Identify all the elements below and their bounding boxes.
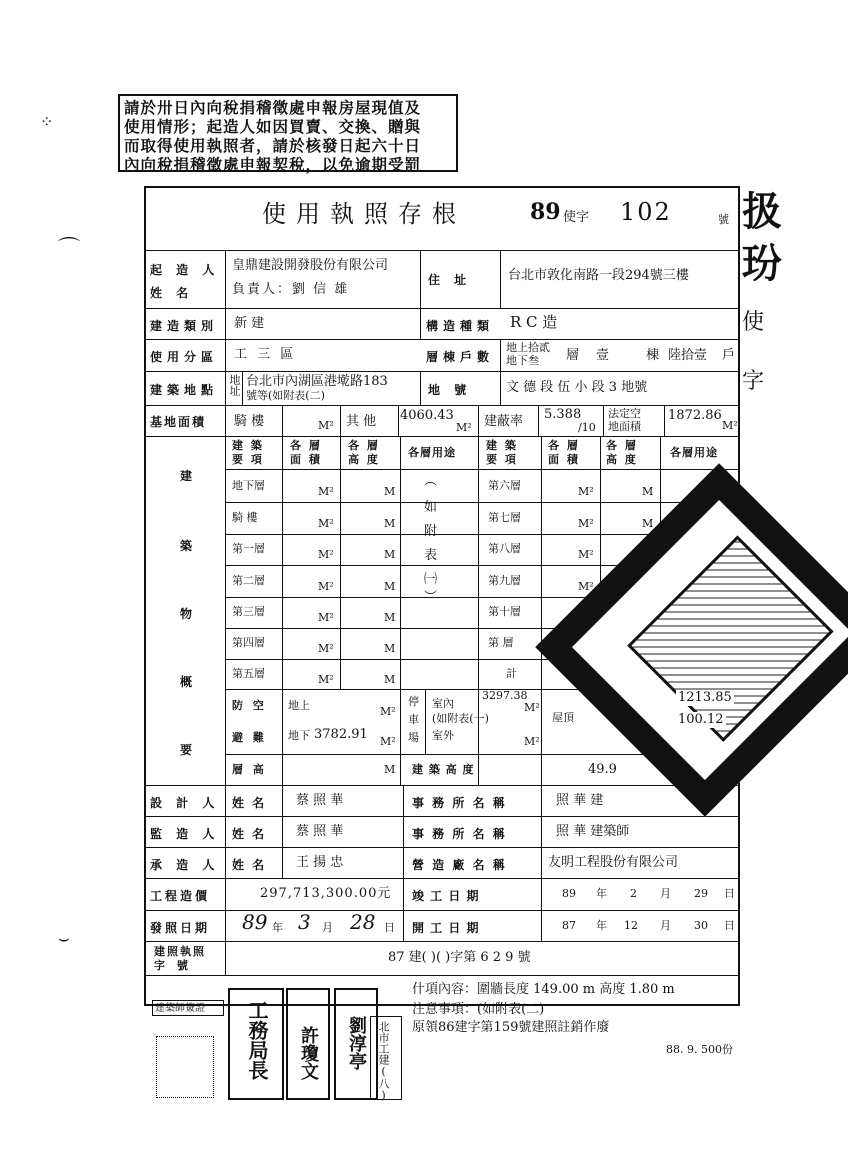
start-day: 30 xyxy=(694,919,708,932)
stamp-text-director: 工務局長 xyxy=(245,1000,269,1080)
lot-number-label: 地 號 xyxy=(428,383,472,397)
owner-company: 皇鼎建設開發股份有限公司 xyxy=(232,258,389,273)
completion-month: 2 xyxy=(630,887,637,900)
building-unit: 棟 xyxy=(646,348,660,363)
floor-height-label: 層 高 xyxy=(232,763,267,776)
contractor-office: 友明工程股份有限公司 xyxy=(548,855,679,870)
structure-type-value: R C 造 xyxy=(510,313,558,331)
legal-open-area-label-b: 地面積 xyxy=(608,420,641,433)
permit-year: 89 xyxy=(530,199,561,225)
scan-dot-mark: ⁘ xyxy=(40,112,54,131)
unit-m2: M² xyxy=(380,705,396,718)
contractor-label: 承 造 人 xyxy=(150,858,220,872)
head-height-b-left: 高 度 xyxy=(348,453,380,466)
parking-indoor-label: 室內 xyxy=(432,697,454,710)
unit-m2: M² xyxy=(318,485,334,498)
site-address-sublabel: 地址 xyxy=(228,374,241,396)
floors-below: 地下叁 xyxy=(506,354,539,367)
scan-bottom-mark: ⌣ xyxy=(58,928,70,949)
stamp-text-chief: 劉淳亭 xyxy=(346,1016,367,1070)
arcade-unit: M² xyxy=(318,419,334,432)
stamp-text-bureau: 北市工建(八) xyxy=(377,1021,390,1102)
head-use-right: 各層用途 xyxy=(670,446,718,459)
issue-day: 28 xyxy=(350,910,376,934)
cost-label: 工程造價 xyxy=(150,889,211,903)
start-date-label: 開 工 日 期 xyxy=(412,921,480,935)
unit-m: M xyxy=(384,642,396,655)
head-area-b-left: 面 積 xyxy=(290,453,322,466)
structure-type-label: 構造種類 xyxy=(426,319,495,333)
building-height-label: 建 築 高 度 xyxy=(412,763,475,776)
designer-name: 蔡 照 華 xyxy=(296,793,344,808)
parking-label-a: 停 xyxy=(408,695,419,708)
unit-m: M xyxy=(384,548,396,561)
legal-open-area-label-a: 法定空 xyxy=(608,407,641,420)
supervisor-label: 監 造 人 xyxy=(150,827,220,841)
building-side-label-4: 概 xyxy=(180,675,198,689)
head-area-b-right: 面 積 xyxy=(548,453,580,466)
day-char: 日 xyxy=(384,921,395,934)
permit-prefix: 使字 xyxy=(563,210,590,225)
permit-number: 102 xyxy=(620,198,672,226)
form-title: 使用執照存根 xyxy=(262,200,466,228)
head-height-a-left: 各 層 xyxy=(348,439,380,452)
roof-label: 屋頂 xyxy=(552,711,574,724)
notice-line-4: 內向稅捐稽徵處申報契稅，以免逾期受罰 xyxy=(124,155,422,174)
year-char: 年 xyxy=(272,921,283,934)
roof-value-1: 1213.85 xyxy=(678,690,732,705)
contractor-office-label: 營 造 廠 名 稱 xyxy=(412,858,507,872)
completion-day: 29 xyxy=(694,887,708,900)
shelter-label-b: 避 難 xyxy=(232,731,267,744)
floor-left-6: 第四層 xyxy=(232,636,265,649)
head-use-left: 各層用途 xyxy=(408,446,456,459)
head-item-b-right: 要 項 xyxy=(486,453,518,466)
date-chop xyxy=(370,1016,402,1100)
issue-date-label: 發照日期 xyxy=(150,921,211,935)
start-year: 87 xyxy=(562,919,576,932)
supervisor-name: 蔡 照 華 xyxy=(296,824,344,839)
legal-open-area-unit: M² xyxy=(722,419,738,432)
floor-right-5: 第十層 xyxy=(488,605,521,618)
other-area-unit: M² xyxy=(456,421,472,434)
unit-m: M xyxy=(384,763,396,776)
year-char: 年 xyxy=(596,919,607,932)
building-side-label-3: 物 xyxy=(180,607,198,621)
approval-chop-1 xyxy=(228,988,284,1100)
unit-m2: M² xyxy=(318,517,334,530)
owner-label-a: 起 造 人 xyxy=(150,263,220,277)
unit-m: M xyxy=(642,517,654,530)
unit-m2: M² xyxy=(524,735,540,748)
unit-m: M xyxy=(384,611,396,624)
permit-label-a: 建照執照 xyxy=(154,945,206,958)
unit-m2: M² xyxy=(578,580,594,593)
edge-stamp-fragment: 扱 玢 使 字 xyxy=(742,188,782,394)
owner-label-b: 姓 名 xyxy=(150,286,194,300)
building-side-label-2: 築 xyxy=(180,539,198,553)
other-area-label: 其 他 xyxy=(346,414,377,429)
unit-m2: M² xyxy=(578,485,594,498)
shelter-below-value: 3782.91 xyxy=(314,727,368,742)
parking-outdoor-label: 室外 xyxy=(432,729,454,742)
floor-left-4: 第二層 xyxy=(232,574,265,587)
legal-open-area-value: 1872.86 xyxy=(668,408,722,423)
parking-indoor-value: 3297.38 xyxy=(482,689,528,702)
unit-m: M xyxy=(642,485,654,498)
use-note-4: 表 xyxy=(424,548,438,563)
supervisor-office-label: 事 務 所 名 稱 xyxy=(412,827,507,841)
use-note-5: ㈠ xyxy=(424,572,438,587)
construction-type-value: 新 建 xyxy=(234,316,265,331)
parking-label-b: 車 xyxy=(408,713,419,726)
permit-suffix: 號 xyxy=(718,213,729,226)
unit-m: M xyxy=(384,517,396,530)
zoning-value: 工 三 區 xyxy=(234,347,297,362)
building-count: 壹 xyxy=(596,348,610,363)
floor-left-3: 第一層 xyxy=(232,542,265,555)
notes-line-2: 注意事項：(如附表(二) xyxy=(412,1002,545,1017)
unit-m2: M² xyxy=(318,580,334,593)
floors-above: 地上拾貳 xyxy=(506,341,550,354)
head-item-a-left: 建 築 xyxy=(232,439,264,452)
coverage-ratio-value: 5.388 xyxy=(544,407,582,422)
designer-office-label: 事 務 所 名 稱 xyxy=(412,796,507,810)
scan-bracket-mark: ⌒ xyxy=(58,237,81,262)
use-note-3: 附 xyxy=(424,524,438,539)
zoning-label: 使用分區 xyxy=(150,350,219,364)
floor-left-1: 地下層 xyxy=(232,479,265,492)
stamp-text-architect: 建築師簽證 xyxy=(155,1003,205,1014)
faded-seal-stamp xyxy=(156,1036,214,1098)
coverage-ratio-label: 建蔽率 xyxy=(484,414,524,429)
designer-name-label: 姓 名 xyxy=(232,796,267,810)
month-char: 月 xyxy=(322,921,333,934)
shelter-above-label: 地上 xyxy=(288,699,310,712)
floor-right-4: 第九層 xyxy=(488,574,521,587)
notes-line-3: 原領86建字第159號建照註銷作廢 xyxy=(412,1020,610,1035)
day-char: 日 xyxy=(724,887,735,900)
unit-m2: M² xyxy=(318,548,334,561)
notice-line-2: 使用情形；起造人如因買賣、交換、贈與 xyxy=(124,117,422,136)
floor-right-2: 第七層 xyxy=(488,511,521,524)
notes-line-1: 什項內容：圍牆長度 149.00 m 高度 1.80 m xyxy=(412,982,675,997)
site-address-line-1: 台北市內湖區港墘路183 xyxy=(246,374,388,389)
building-height-value: 49.9 xyxy=(588,762,617,777)
use-note-6: ︶ xyxy=(424,590,438,605)
print-code: 88. 9. 500份 xyxy=(666,1043,733,1056)
unit-unit: 戶 xyxy=(722,348,736,363)
parking-label-c: 場 xyxy=(408,731,419,744)
unit-m2: M² xyxy=(578,517,594,530)
supervisor-name-label: 姓 名 xyxy=(232,827,267,841)
building-side-label-1: 建 xyxy=(180,469,198,483)
head-height-b-right: 高 度 xyxy=(606,453,638,466)
tax-notice-box xyxy=(118,94,458,172)
site-location-label: 建築地點 xyxy=(150,383,219,397)
floor-left-7: 第五層 xyxy=(232,667,265,680)
issue-year: 89 xyxy=(242,910,268,934)
floor-unit: 層 xyxy=(566,348,580,363)
unit-m2: M² xyxy=(318,642,334,655)
architect-seal-stamp xyxy=(152,1000,224,1016)
other-area-value: 4060.43 xyxy=(400,408,454,423)
owner-address: 台北市敦化南路一段294號三樓 xyxy=(508,268,689,283)
contractor-name-label: 姓 名 xyxy=(232,858,267,872)
cost-value: 297,713,300.00元 xyxy=(260,886,392,901)
floor-right-6: 第 層 xyxy=(488,636,514,649)
unit-m: M xyxy=(384,580,396,593)
unit-m2: M² xyxy=(318,611,334,624)
construction-type-label: 建造類別 xyxy=(150,319,219,333)
unit-m2: M² xyxy=(578,548,594,561)
designer-label: 設 計 人 xyxy=(150,796,220,810)
building-side-label-5: 要 xyxy=(180,743,198,757)
approval-chop-2 xyxy=(286,988,330,1100)
floor-right-3: 第八層 xyxy=(488,542,521,555)
address-label: 住 址 xyxy=(428,273,472,287)
shelter-label-a: 防 空 xyxy=(232,699,267,712)
unit-count: 陸拾壹 xyxy=(668,348,708,363)
head-height-a-right: 各 層 xyxy=(606,439,638,452)
coverage-ratio-denominator: /10 xyxy=(578,421,596,434)
floor-left-5: 第三層 xyxy=(232,605,265,618)
use-note-1: ︵ xyxy=(424,474,438,489)
owner-representative: 負責人：劉 信 雄 xyxy=(232,282,350,297)
completion-year: 89 xyxy=(562,887,576,900)
floor-right-total: 計 xyxy=(506,667,517,680)
shelter-below-label: 地下 xyxy=(288,729,310,742)
use-note-2: 如 xyxy=(424,500,438,515)
start-month: 12 xyxy=(624,919,638,932)
unit-m2: M² xyxy=(318,673,334,686)
completion-date-label: 竣 工 日 期 xyxy=(412,889,480,903)
contractor-name: 王 揚 忠 xyxy=(296,855,344,870)
lot-number-value: 文 德 段 伍 小 段 3 地號 xyxy=(506,380,648,395)
permit-number-text: 87 建( )( )字第 6 2 9 號 xyxy=(388,950,531,965)
unit-m2: M² xyxy=(380,735,396,748)
permit-label-b: 字 號 xyxy=(154,959,192,972)
arcade-label: 騎 樓 xyxy=(234,414,265,429)
parking-indoor-note: (如附表(一) xyxy=(432,712,489,725)
stamp-text-officer: 許瓊文 xyxy=(298,1026,319,1080)
supervisor-office: 照 華 建築師 xyxy=(556,824,630,839)
day-char: 日 xyxy=(724,919,735,932)
site-address-line-2: 號等(如附表(二) xyxy=(246,389,325,402)
unit-m2: M² xyxy=(524,701,540,714)
site-area-label: 基地面積 xyxy=(150,415,207,429)
roof-value-2: 100.12 xyxy=(678,712,724,727)
issue-month: 3 xyxy=(298,910,311,934)
head-item-a-right: 建 築 xyxy=(486,439,518,452)
head-item-b-left: 要 項 xyxy=(232,453,264,466)
unit-m: M xyxy=(384,485,396,498)
head-area-a-right: 各 層 xyxy=(548,439,580,452)
designer-office: 照 華 建 xyxy=(556,793,604,808)
month-char: 月 xyxy=(660,887,671,900)
notice-line-1: 請於卅日內向稅捐稽徵處申報房屋現值及 xyxy=(124,98,422,117)
notice-line-3: 而取得使用執照者，請於核發日起六十日 xyxy=(124,136,422,155)
unit-m: M xyxy=(384,673,396,686)
month-char: 月 xyxy=(660,919,671,932)
head-area-a-left: 各 層 xyxy=(290,439,322,452)
floors-units-label: 層棟戶數 xyxy=(426,350,495,364)
floor-left-2: 騎 樓 xyxy=(232,511,258,524)
year-char: 年 xyxy=(596,887,607,900)
floor-right-1: 第六層 xyxy=(488,479,521,492)
seal-pattern xyxy=(627,535,833,741)
